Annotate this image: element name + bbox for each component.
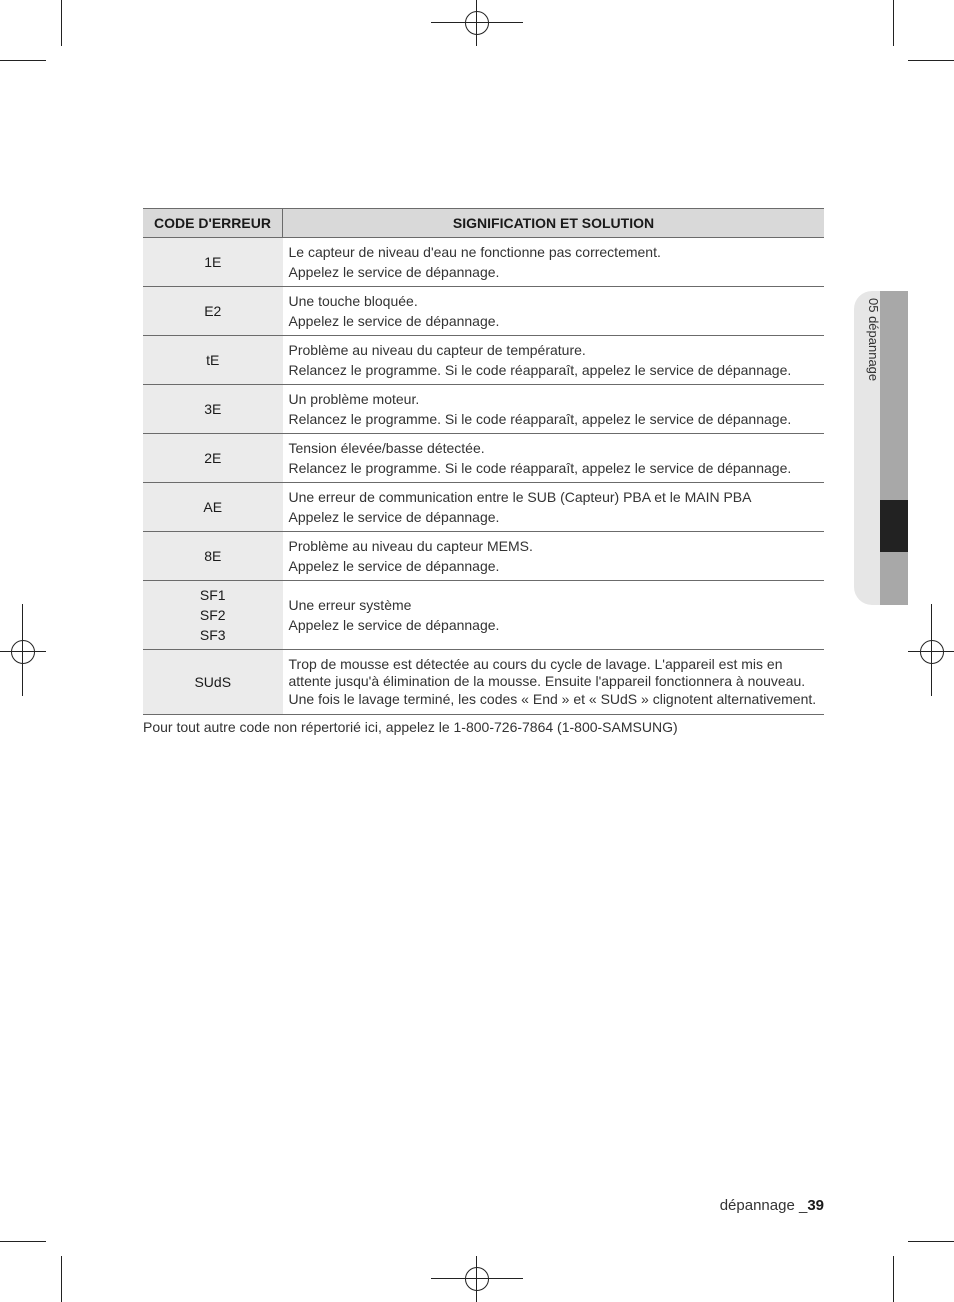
- error-description: [283, 483, 825, 532]
- description-line: Problème au niveau du capteur de température.: [288, 342, 586, 358]
- chapter-tab-marker: [880, 500, 908, 552]
- page-footer: [720, 1197, 824, 1214]
- crop-mark: [61, 0, 62, 46]
- error-code: SF2: [199, 607, 226, 623]
- error-code: SUdS: [143, 650, 283, 715]
- crop-mark: [61, 1256, 62, 1302]
- error-code-group: [143, 581, 283, 650]
- table-row: [143, 434, 824, 483]
- table-row: [143, 650, 824, 715]
- chapter-tab-bar: [880, 291, 908, 605]
- error-code: 1E: [143, 238, 283, 287]
- crop-mark: [0, 60, 46, 61]
- error-description: [283, 434, 825, 483]
- error-code: E2: [143, 287, 283, 336]
- footer-section: dépannage _: [719, 1197, 808, 1214]
- error-description: [283, 336, 825, 385]
- chapter-tab-label: 05 dépannage: [866, 298, 881, 382]
- error-description: [283, 581, 825, 650]
- crop-mark: [0, 1241, 46, 1242]
- description-line: Tension élevée/basse détectée.: [288, 440, 485, 456]
- chapter-tab: [854, 291, 908, 605]
- crop-mark: [908, 60, 954, 61]
- error-code: 8E: [143, 532, 283, 581]
- column-header-code: CODE D'ERREUR: [143, 209, 283, 238]
- error-code: 2E: [143, 434, 283, 483]
- error-description: [283, 532, 825, 581]
- table-row: [143, 532, 824, 581]
- crop-mark: [893, 1256, 894, 1302]
- error-code-table: [143, 208, 824, 715]
- error-description: [283, 287, 825, 336]
- description-line: Une touche bloquée.: [288, 293, 418, 309]
- page-number: 39: [807, 1197, 824, 1214]
- error-description: [283, 238, 825, 287]
- table-row: [143, 385, 824, 434]
- description-line: Le capteur de niveau d'eau ne fonctionne pas correctement.: [288, 244, 661, 260]
- crop-mark: [908, 1241, 954, 1242]
- description-line: Appelez le service de dépannage.: [288, 509, 500, 525]
- description-line: Une erreur système: [288, 597, 412, 613]
- description-line: Appelez le service de dépannage.: [288, 558, 500, 574]
- error-code: 3E: [143, 385, 283, 434]
- registration-circle: [465, 1267, 489, 1291]
- description-line: Appelez le service de dépannage.: [288, 264, 500, 280]
- error-description: [283, 385, 825, 434]
- error-code: tE: [143, 336, 283, 385]
- description-line: Problème au niveau du capteur MEMS.: [288, 538, 533, 554]
- registration-circle: [465, 11, 489, 35]
- registration-circle: [11, 640, 35, 664]
- description-line: Appelez le service de dépannage.: [288, 313, 500, 329]
- description-line: Relancez le programme. Si le code réapparaît, appelez le service de dépannage.: [288, 362, 792, 378]
- table-row: [143, 581, 824, 650]
- description-line: Appelez le service de dépannage.: [288, 617, 500, 633]
- description-text: Trop de mousse est détectée au cours du cycle de lavage. L'appareil est mis en attente jusqu'à élimination de la mousse. Ensuite l'appareil fonctionnera à nouveau. Une fois le lavage terminé, les codes « End » et « SUdS » clignotent alternativement.: [288, 655, 817, 707]
- error-code: AE: [143, 483, 283, 532]
- description-line: Un problème moteur.: [288, 391, 420, 407]
- error-code: SF3: [199, 627, 226, 643]
- description-line: Relancez le programme. Si le code réapparaît, appelez le service de dépannage.: [288, 460, 792, 476]
- description-line: Relancez le programme. Si le code réapparaît, appelez le service de dépannage.: [288, 411, 792, 427]
- column-header-meaning: SIGNIFICATION ET SOLUTION: [283, 209, 825, 238]
- table-row: [143, 238, 824, 287]
- crop-mark: [893, 0, 894, 46]
- footnote: Pour tout autre code non répertorié ici, appelez le 1-800-726-7864 (1-800-SAMSUNG): [143, 719, 678, 735]
- registration-circle: [920, 640, 944, 664]
- table-row: [143, 483, 824, 532]
- description-line: Une erreur de communication entre le SUB (Capteur) PBA et le MAIN PBA: [288, 489, 752, 505]
- error-code: SF1: [199, 587, 226, 603]
- table-row: [143, 287, 824, 336]
- table-row: [143, 336, 824, 385]
- table-header-row: [143, 209, 824, 238]
- error-description: [283, 650, 825, 715]
